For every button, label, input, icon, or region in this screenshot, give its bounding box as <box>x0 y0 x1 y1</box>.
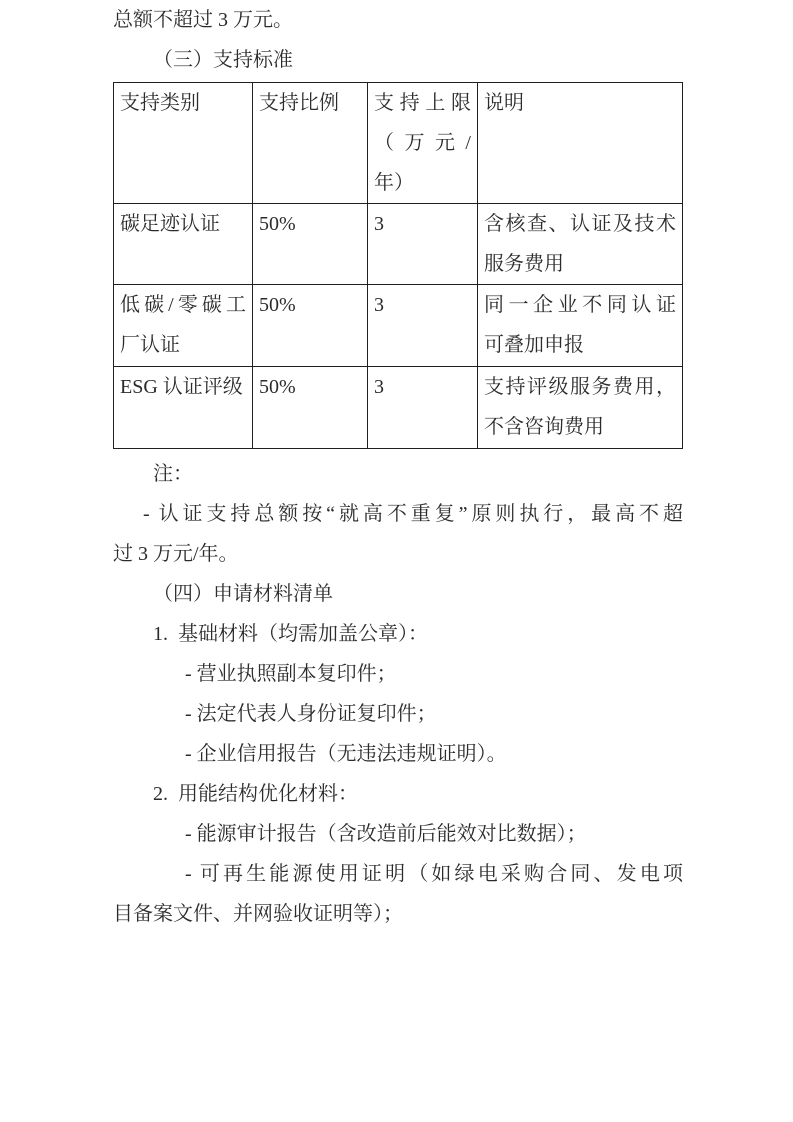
section-heading-support-standard: （三）支持标准 <box>153 49 293 71</box>
cell-line: 50% <box>259 376 296 398</box>
cell-line: 不含咨询费用 <box>484 416 604 438</box>
header-text-category: 支持类别 <box>120 92 200 114</box>
cell-line: 支持评级服务费用， <box>484 376 676 398</box>
cell-line: 50% <box>259 213 296 235</box>
cell-note <box>478 204 683 285</box>
cell-note <box>478 367 683 449</box>
table-header-row <box>114 83 683 204</box>
note-label: 注： <box>153 463 193 485</box>
header-cell-category <box>114 83 253 204</box>
cell-line: 3 <box>374 213 384 235</box>
cell-ratio <box>253 204 368 285</box>
header-text-limit-line2: （万元/ <box>374 132 471 154</box>
cell-category <box>114 367 253 449</box>
note-item-line1: - 认证支持总额按“就高不重复”原则执行，最高不超 <box>143 503 683 525</box>
note-item-line2: 过 3 万元/年。 <box>113 543 239 565</box>
cell-note <box>478 285 683 367</box>
table-row-carbon-footprint <box>114 204 683 285</box>
sub-list-item-business-license: - 营业执照副本复印件； <box>185 663 397 685</box>
header-cell-limit <box>368 83 478 204</box>
cell-ratio <box>253 285 368 367</box>
support-standards-table <box>113 82 683 449</box>
sub-list-item-renewable-energy-line1: - 可再生能源使用证明（如绿电采购合同、发电项 <box>185 863 683 885</box>
list-item-basic-materials: 1. 基础材料（均需加盖公章）： <box>153 623 428 645</box>
header-cell-ratio <box>253 83 368 204</box>
page-content <box>113 0 683 934</box>
sub-list-item-energy-audit: - 能源审计报告（含改造前后能效对比数据）； <box>185 823 587 845</box>
cell-line: 服务费用 <box>484 253 564 275</box>
list-item-energy-structure: 2. 用能结构优化材料： <box>153 783 358 805</box>
cell-limit <box>368 367 478 449</box>
cell-line: 低碳/零碳工 <box>120 294 246 316</box>
cell-line: 碳足迹认证 <box>120 213 220 235</box>
cell-ratio <box>253 367 368 449</box>
sub-list-item-renewable-energy-line2: 目备案文件、并网验收证明等）； <box>113 903 403 925</box>
cell-line: 50% <box>259 294 296 316</box>
cell-limit <box>368 204 478 285</box>
table-row-low-carbon-factory <box>114 285 683 367</box>
cell-line: 3 <box>374 294 384 316</box>
cell-category <box>114 285 253 367</box>
header-text-limit-line1: 支持上限 <box>374 92 471 114</box>
cell-line: 含核查、认证及技术 <box>484 213 676 235</box>
sub-list-item-credit-report: - 企业信用报告（无违法违规证明）。 <box>185 743 507 765</box>
cell-line: 厂认证 <box>120 334 180 356</box>
header-text-ratio: 支持比例 <box>259 92 339 114</box>
header-text-note: 说明 <box>484 92 524 114</box>
header-text-limit-line3: 年） <box>374 172 414 194</box>
table-row-esg-rating <box>114 367 683 449</box>
cell-category <box>114 204 253 285</box>
cell-line: ESG 认证评级 <box>120 376 243 398</box>
sub-list-item-legal-rep-id: - 法定代表人身份证复印件； <box>185 703 437 725</box>
cell-line: 同一企业不同认证 <box>484 294 676 316</box>
paragraph-continuation: 总额不超过 3 万元。 <box>113 9 293 31</box>
cell-limit <box>368 285 478 367</box>
section-heading-application-materials: （四）申请材料清单 <box>153 583 333 605</box>
cell-line: 可叠加申报 <box>484 334 584 356</box>
header-cell-note <box>478 83 683 204</box>
cell-line: 3 <box>374 376 384 398</box>
